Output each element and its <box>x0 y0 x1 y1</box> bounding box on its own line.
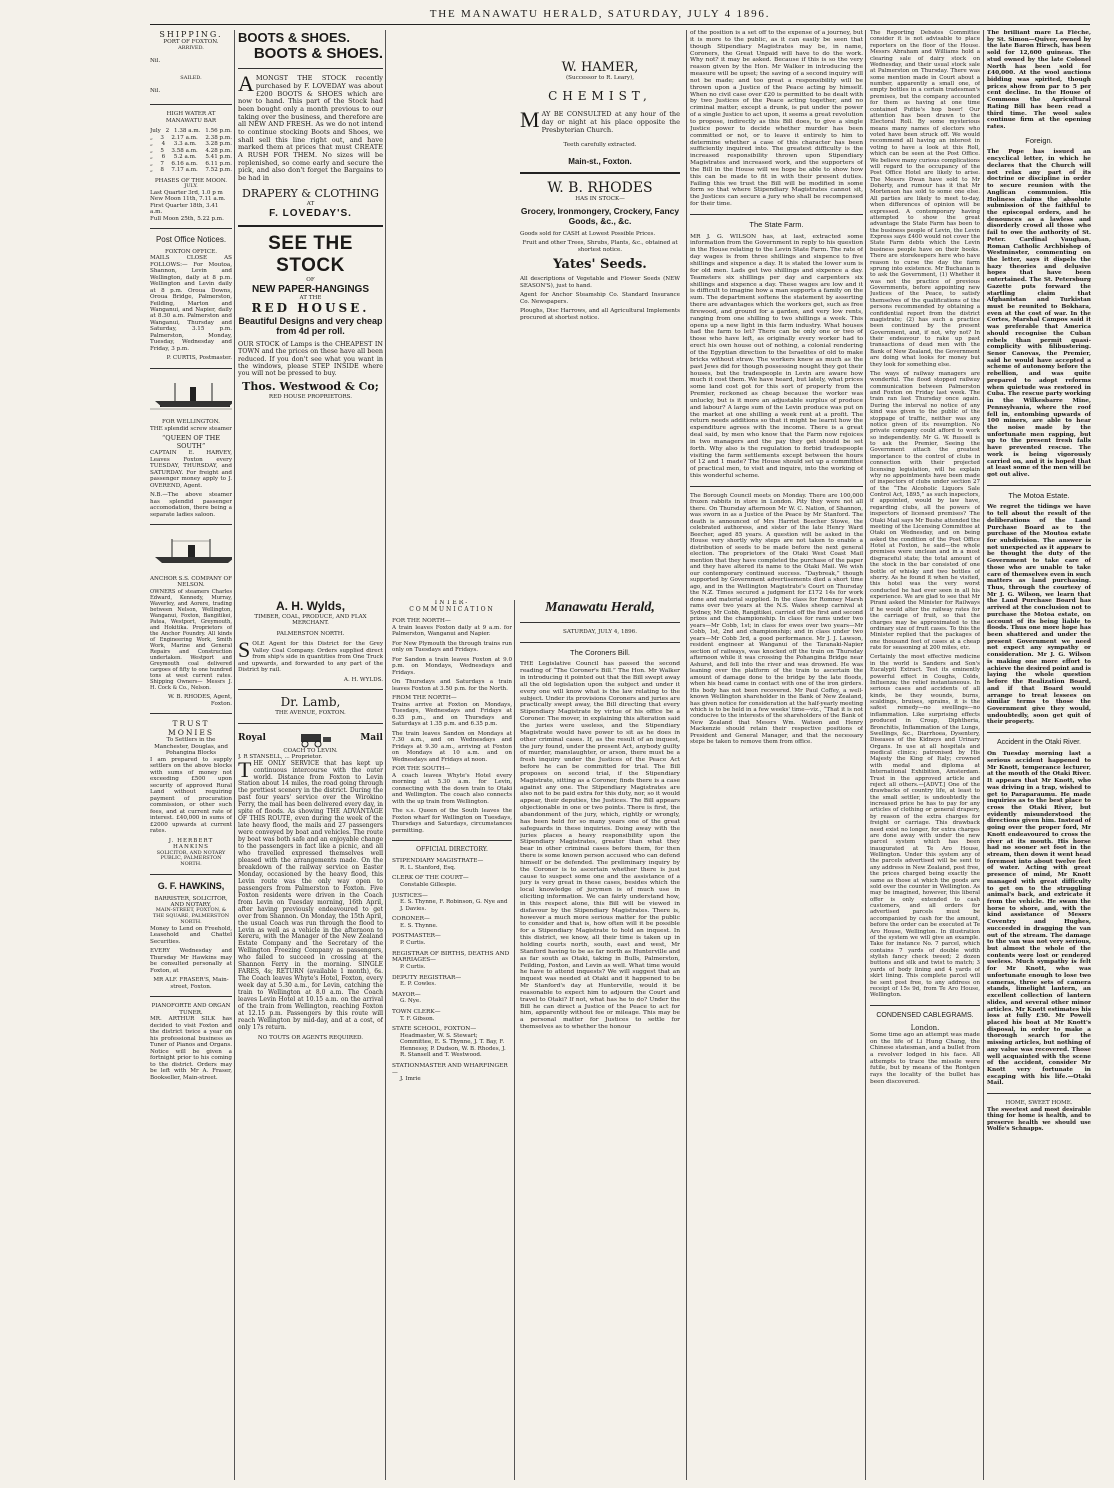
tide-cell: 3.3 a.m. <box>173 141 197 148</box>
motoa-title: The Motoa Estate. <box>1008 490 1070 500</box>
moon-list <box>150 190 232 222</box>
piano-title: PIANOFORTE AND ORGAN TUNER. <box>151 1003 231 1016</box>
wylds-name: A. H. Wylds, <box>275 600 346 613</box>
hamer-text: MAY BE CONSULTED at any hour of the day or night at his place opposite the Presbyterian Church. <box>520 107 680 134</box>
coach-proprietor: J. R STANSELL, ... Proprietor. <box>238 754 323 761</box>
tide-cell: 2 <box>165 128 170 135</box>
lamb-addr: THE AVENUE, FOXTON. <box>275 710 346 717</box>
tide-cell: 7.52 p.m. <box>205 167 232 174</box>
fraser-addr: MR ALF. FRASER'S, Main-street, Foxton. <box>153 977 229 990</box>
directory-office: TOWN CLERK— <box>392 1008 441 1015</box>
masthead-rule <box>150 24 1090 25</box>
arrived-nil: Nil. <box>150 57 161 64</box>
yates-text: All descriptions of Vegetable and Flower Seeds (NEW SEASON'S), just to hand. <box>520 276 680 289</box>
tide-cell: „ <box>150 147 153 154</box>
south-2: The s.s. Queen of the South leaves the Foxton wharf for Wellington on Tuesdays, Thursdays and Saturdays, circumstances permitting. <box>392 808 512 834</box>
column-rule <box>385 30 386 1480</box>
directory-office: JUSTICES— <box>392 892 428 899</box>
hamer-name: W. HAMER, <box>561 60 639 75</box>
tide-cell: 1.56 p.m. <box>205 128 232 135</box>
touts-text: NO TOUTS OR AGENTS REQUIRED. <box>257 1034 364 1041</box>
royal-mail-row <box>238 730 383 748</box>
loveday-name: F. LOVEDAY'S. <box>269 207 352 219</box>
hawkins-addr: MAIN-STREET, FOXTON, & THE SQUARE, PALMERSTON NORTH. <box>152 907 230 926</box>
news-items-1: The Reporting Debates Committee consider it is not advisable to place reporters on the floor of the House. Messrs Abraham and Williams hold a clearing sale of dairy stock on Wednesday, and their usual stock sale at Palmerston on Thursday. There was some mention made in Court about a number, apparently a small one, of empty bottles in a certain tradesman's premises, but the company accounted for them as having at one time contained Puttie's hop beer! Our attention has been drawn to the Electoral Roll. By some mysterious means many names of electors who voted have been struck off. We would recommend all having an interest in voting to have a look at this Roll, which can be seen at the Post Office. We believe many curious complications will regard to the occupancy of the Post Office Hotel are likely to arise. The Messrs Dwan have sold to Mr Doherty, and rumour has it that Mr Mortenson has sold to some one else. All parties are likely to meet to-day, when differences of opinion will be expressed. A contemporary having attempted to show the great advantage the State Farm has been to the business people of Levin, the Levin Express says £400 would not cover the State Farm debts which the Levin business people have on their books. There are storekeepers here who have reason to curse the day the farm sprung into existence. Mr Buchanan is to ask the Government, (1) Whether it was not the practice of previous Governments, before appointing new Justices of the Peace, to satisfy themselves of the qualifications of the persons recommended by obtaining a confidential report from the district magistrate; (2) has such a practice been continued by the present Government, and, if not, why not? In their endeavour to rake up past transactions of dead men with the Bank of New Zealand, the Government are doing what looks for money but they look for something else. <box>870 30 980 368</box>
see-of: OF <box>306 277 315 284</box>
moon-month: JULY. <box>184 183 198 190</box>
lamb-name: Dr. Lamb, <box>280 695 341 710</box>
westwood-sub: RED HOUSE PROPRIETORS. <box>268 393 353 400</box>
hankins-name: J. HERBERT HANKINS <box>168 837 214 851</box>
hamer-sub: (Successor to R. Leary), <box>565 75 635 82</box>
london-title: London. <box>910 1023 940 1032</box>
sailed-nil: Nil. <box>150 87 161 94</box>
tide-cell: 2.17 a.m. <box>171 134 198 141</box>
anchor-text: OWNERS of steamers Charles Edward, Kennedy, Murray, Waverley, and Aorere, trading between Nelson, Wellington, Wanganui, Foxton, Bangitikei, Patea, Westport, Greymouth, and Hokitika. Proprietors of the Anchor Foundry. All kinds of Engineering Work, Smith Work, Marine and General Repairs and Construction undertaken. Westport and Greymouth coal delivered cargoes of fifty to one hundred tons at west current rates. Shipping Owners— Messrs J. H. Cock & Co., Nelson. <box>150 588 232 692</box>
from-north: FROM THE NORTH— <box>392 694 457 701</box>
anchor-title: ANCHOR S.S. COMPANY OF NELSON. <box>150 575 232 589</box>
piano-text: MR. ARTHUR SILK has decided to visit Foxton and the district twice a year on his professional business as Tuner of Pianos and Organs. Notice will be given a fortnight prior to his coming to the district. Orders may be left with Mr A. Fraser, Bookseller, Main-street. <box>150 1016 232 1081</box>
anchor-sign: W. B. RHODES, Agent, Foxton. <box>168 694 232 707</box>
wellington-title: FOR WELLINGTON. <box>162 419 220 426</box>
wellington-intro: THE splendid screw steamer <box>150 425 232 432</box>
wylds-sign: A. H. WYLDS. <box>343 676 383 683</box>
foreign-title: Foreign. <box>1025 135 1053 145</box>
tide-cell: 7 <box>160 160 164 167</box>
directory-office: REGISTRAR OF BIRTHS, DEATHS AND MARRIAGES— <box>392 950 510 964</box>
royal-label: Royal <box>238 733 266 744</box>
tide-cell: „ <box>150 134 153 141</box>
state-farm-title: The State Farm. <box>749 219 804 229</box>
directory-title: OFFICIAL DIRECTORY. <box>416 846 488 854</box>
trust-text: I am prepared to supply settlers on the above blocks with sums of money not exceeding £500 upon security of approved Rural Land without requiring payment of procuration commission, or other such fees, and at current rate of interest. £40,000 in sums of £2000 upwards at current rates. <box>150 756 232 835</box>
wylds-sub: TIMBER, COAL, PRODUCE, AND FLAX MERCHANT. <box>254 613 367 627</box>
post-office-sub: FOXTON OFFICE. <box>164 248 218 255</box>
local-news: The Borough Council meets on Monday. There are 100,000 frozen rabbits in store in London. Pity they were not all there. On Thursday afternoon Mr W. C. Nation, of Shannon, was sworn in as a Justice of the Peace by Mr Stanford. The death is announced of Mrs Harriet Beecher Stowe, the celebrated authoress, and sister of the late Henry Ward Beecher, aged 85 years. A question will be asked in the House very shortly why steps are not taken to enable a distribution of seeds to be made before the next general election. The proprietors of the Otaki West Coast Mail mention that they have completed the purchase of the paper and they have altered its name to the Otaki Mail. We wish our contemporary continued success. “Daybreak,” though supported by Government advertisements died a short time ago, and in the Wellington Magistrate's Court on Thursday the N.Z. Times secured a judgment for £172 14s for work done and material supplied. In the class for Romney Marsh rams over two years at the N.S. Wales sheep carnival at Sydney, Mr Cobb, Rangitikei, carried off the first and second prizes and the championship. In class for rams under two years—Mr Cobb, 1st; in class for ewes over two years—Mr Cobb, 1st, 2nd and championship; and in class under two years—Mr Cobb 3rd, a good performance. Mr J. J. Lawson, resident engineer at Wanganui of the Taranaki-Napier section of railways, was knocked off the train on Thursday afternoon while it was crossing the Pohangina Bridge near Ashurst, and fell into the river and was drowned. He was leaning over the platform of the train to ascertain the amount of damage done to the bridge by the late floods, when his head came in contact with one of the iron girders. His body has not been recovered. Mr Paul Coffey, a well-known Wellington shareholder in the Bank of New Zealand, has given notice for consideration at the half-yearly meeting which is to be held in a few weeks' time—viz., “That it is not conducive to the interests of the shareholders of the Bank of New Zealand that Messrs Wm. Watson and Henry Mackenzie should retain their respective positions of President and General Manager, and that the necessary steps be taken to remove them from office. <box>690 493 863 746</box>
arrived-label: ARRIVED. <box>178 44 204 51</box>
coroners-text: THE Legislative Council has passed the second reading of “The Coroner's Bill.” The Hon. Mr Walker in introducing it pointed out that the Bill swept away all the old legislation upon the subject and under it every one will know what is the law relating to the subject. Under its provisions Coroners and juries are practically swept away, the Bill directing that every Stipendiary Magistrate by virtue of his office be a Coroner. The mover, in explaining this alteration said the juries were useless, and the Stipendiary Magistrate would have power to sit as he does in other criminal cases. If, as the result of an inquest, the jury found, under the present Act, anybody guilty of murder, manslaughter, or arson, there must be a fresh inquiry under the Justices of the Peace Act before he can be committed for trial. The Bill proposes on second trial, if the Stipendiary Magistrate, sitting as a Coroner, finds there is a case against any one. The Stipendiary Magistrates are also not to be paid extra for this duty, nor, so it would appear, their deputies, the Justices. The Bill appears objectionable in one or two points. There is first, the abandonment of the jury, which, rightly or wrongly, has been held for so many years one of the great safeguards in these inquiries. Doing away with the juries places a heavy responsibility upon the Stipendiary Magistrates, greater than what they bear in other criminal cases before them, for then there is some known person accused who can defend himself or be defended. The preliminary inquiry by the Coroner is to ascertain whether there is just cause to suspect some one and the assistance of a jury is very great in these cases, besides which the local knowledge of jurymen is of much use in eliciting information. We can fairly understand how, in this respect alone, this Bill will be viewed in disfavour by the Stipendiary Magistrates. There is, however a much more serious matter for the public to consider and that is, how often will it be possible for a Stipendiary Magistrate to hold an inquest. In this district, we know, all their time is taken up in holding courts north, south, east and west, Mr Stanford having to be as far north as Hunterville and as far south as Otaki, taking in Bulls, Palmerston, Feilding, Foxton, and Levin as well. What time would he have to attend inquests? We will suggest that an inquest was needed at Otaki and it happened to be Mr Stanford's day at Hunterville, would it be reasonable to expect him to adjourn the Court and travel to Otaki? If not, what has he to do? Under the Bill he can direct a Justice of the Peace to act for him, apparently without fee or mileage. This may be a personal matter for Justices to settle for themselves as to whether the honour <box>520 661 680 1031</box>
boots-ad <box>238 30 383 590</box>
post-office-title: Post Office Notices. <box>155 235 227 245</box>
drapery-at: AT <box>306 201 315 208</box>
tide-cell: „ <box>150 154 153 161</box>
column-shipping <box>150 30 232 1480</box>
coach-icon <box>293 730 333 748</box>
directory-office: STATIONMASTER AND WHARFINGER— <box>392 1062 508 1076</box>
moon-title: PHASES OF THE MOON. <box>154 177 228 184</box>
cable-text: Some time ago an attempt was made on the life of Li Hung Chang, the Chinese statesman, and a bullet from a revolver lodged in his face. All attempts to trace the missile were futile, but by means of the Rontgen rays the locality of the bullet has been discovered. <box>870 1031 980 1085</box>
home-title: HOME, SWEET HOME. <box>1005 1100 1073 1107</box>
rhodes-ploughs: Ploughs, Disc Harrows, and all Agricultural Implements procured at shortest notice. <box>520 308 680 321</box>
anchor-ship-icon <box>150 537 232 567</box>
inter-communication <box>392 600 512 1480</box>
otaki-text: On Tuesday morning last a serious accident happened to Mr Knott, temperance lecturer, at the mouth of the Otaki River. It appears that Mr Knott, who was driving in a trap, wished to get to Paraparaumu. He made inquiries as to the best place to cross the Otaki River, but evidently misunderstood the directions given him. Instead of going over the proper ford, Mr Knott endeavoured to cross the river at its mouth. His horse had no sooner set foot in the stream, then down it went head foremost into about twelve feet of water. Acting with great presence of mind, Mr Knott managed with great difficulty to get on to the struggling animal's back, and extricate it from the vehicle. He swam the horse to shore, and, with the kind assistance of Messrs Coventry and Hughes, succeeded in dragging the van out of the stream. The damage to the van was not very serious, but almost the whole of the contents were lost or rendered useless. Much sympathy is felt for Mr Knott, who was unfortunate enough to lose two cameras, three sets of camera stands, limelight lantern, an excellent collection of lantern slides, and several other minor articles. Mr Knott estimates his loss at fully £30. Mr Powell placed his boat at Mr Knott's disposal, in order to make a thorough search for the missing articles, but nothing of any value was recovered. Those well acquainted with the scene of the accident, consider Mr Knott very fortunate in escaping with his life.—Otaki Mail. <box>987 751 1091 1087</box>
directory-office: MAYOR— <box>392 991 421 998</box>
tide-cell: 8 <box>160 167 164 174</box>
coroners-cont: of the position is a set off to the expense of a journey, but it is more to the public, as it can easily be seen that though Stipendiary Magistrates may be, in name, Coroners, the Great Unpaid will have to do the work. Why not? it may be asked. Because if this is so the very reason given by the Hon. Mr Walker in introducing the measure will be upset; the saving of a second inquiry will not be made; and too great a responsibility will be thrown upon a Justice of the Peace acting by himself. When no civil case over £20 is permitted to be dealt with by two Justices of the Peace acting together, and no criminal matter, except a drunk, is put under the power of a single Justice to act upon, it seems a great revolution to propose, indirectly as this Bill does, to give a single Justice power to decide whether murder has been committed or not, or to leave it entirely to him to determine whether a case of this character has been sufficiently inquired into. The greatest difficulty is the increased responsibility thrown upon Stipendiary Magistrates and increased work, and the supporters of the Bill in the House will we hope be able to show how this can be made to fit in with their present duties. Failing this we trust the Bill will be modified in some form so that where Stipendiary Magistrates cannot sit, the Justices can secure a jury who shall be recompensed for their time. <box>690 30 863 208</box>
high-water-title: HIGH WATER AT MANAWATU BAR <box>165 111 217 124</box>
coroners-title: The Coroners Bill. <box>569 647 631 657</box>
herald-nameplate: Manawatu Herald, <box>545 600 655 615</box>
tide-cell: „ <box>150 160 153 167</box>
tide-cell: 3.28 p.m. <box>205 141 232 148</box>
moon-phase: Last Quarter 3rd, 1.0 p m <box>150 189 223 196</box>
hamer-teeth: Teeth carefully extracted. <box>563 142 637 149</box>
directory-office: POSTMASTER— <box>392 933 441 940</box>
column-rule <box>865 30 866 1480</box>
tide-cell: „ <box>150 141 153 148</box>
south-1: A coach leaves Whyte's Hotel every morning at 5.30 a.m. for Levin, connecting with the down train to Otaki and Wellington. The coach also connects with the up train from Wellington. <box>392 772 512 805</box>
directory-holder: G. Nye. <box>400 998 421 1005</box>
directory-holder: Headmaster, W. S. Stewart; Committee, E. S. Thynne, J. T. Bay, F. Hennessy, P. Dudson, W. B. Rhodes, J. R. Stansell and T. Westwood. <box>400 1032 506 1059</box>
column-news-2 <box>870 30 980 1480</box>
hamer-rhodes-ads <box>520 30 680 590</box>
directory-office: STIPENDIARY MAGISTRATE— <box>392 858 484 865</box>
sailed-label: SAILED. <box>180 75 202 82</box>
coach-text: THE ONLY SERVICE that has kept up continuous intercourse with the outer world. Distance from Foxton to Levin Station about 14 miles, the road going through the prettiest scenery in the district. During the past four years' service over the Wirokino Ferry, the mail has been delivered every day, in spite of floods. As showing THE ADVANTAGE OF THIS ROUTE, even during the week of the late heavy flood, the mails and 27 passengers were conveyed by boat and vehicles. The route by boat was both safe and an enjoyable change to the passengers in fact like a picnic, and all who travelled expressed themselves well pleased with the arrangements made. On the breakdown of the railway service on Easter Monday, occasioned by the heavy flood, this Levin route was the only way open to passengers from Palmerston to Foxton. Five Foxton residents were driven in the Coach from Levin on Tuesday morning, 16th April, after having previously endeavoured to get over from Shannon. On Monday, the 15th April, the usual Coach was run through the flood to Levin as well as a vehicle in the afternoon to Kereru, with the Manager of the New Zealand Estate Company and the Secretary of the Wellington Freezing Company as passengers, who failed to succeed in crossing at the Shannon Ferry in the morning. SINGLE FARES, 4s; RETURN (available 1 month), 6s. The Coach leaves Whyte's Hotel, Foxton, every week day at 5.30 a.m., for Levin, catching the train to Wellington at 8.0 a.m. The Coach leaves Levin Hotel at 10.15 a.m. on the arrival of the train from Wellington, reaching Foxton at 12.15 p.m. Passengers by this route will reach Wellington by mid-day, and at a cost, of only 17s return. <box>238 756 383 1031</box>
directory-holder: E. P. Cowles. <box>400 981 437 988</box>
wellington-nb: N.B.—The above steamer has splendid passenger accomodation, there being a separate ladies saloon. <box>150 492 232 518</box>
directory-holder: P. Curtis. <box>400 940 426 947</box>
wylds-column <box>238 600 383 1480</box>
paperhangings-heading: NEW PAPER-HANGINGS <box>251 283 370 295</box>
north-3: For Sandon a train leaves Foxton at 9.0 p.m. on Mondays, Wednesdays and Fridays. <box>392 656 512 676</box>
wellington-text: CAPTAIN E. HARVEY, Leaves Foxton every TUESDAY, THURSDAY, and SATURDAY. For freight and passenger money apply to J. OVEREND, Agent. <box>150 450 232 489</box>
directory-holder: Constable Gillespie. <box>400 882 457 889</box>
tide-cell: July <box>150 128 161 135</box>
tide-cell: 6.11 p.m. <box>205 160 232 167</box>
tide-cell: 5 <box>160 147 164 154</box>
official-directory <box>392 858 512 1083</box>
from-north-2: The train leaves Sandon on Mondays at 7.30 a.m., and on Wednesdays and Fridays at 9.30 a.m., arriving at Foxton on Mondays at 10 a.m. and on Wednesdays and Fridays at noon. <box>392 730 512 763</box>
coach-title: COACH TO LEVIN. <box>283 747 338 754</box>
boots-text: AMONGST THE STOCK recently purchased by F. LOVEDAY was about £200 BOOTS & SHOES which are now to hand. This part of the Stock had been bought only a month previous to our taking over the business, and therefore are all NEW AND FRESH. As we do not intend to continue stocking Boots and Shoes, we shall sell this line right out, and have marked them at prices that must CREATE A RUSH FOR THEM. No sizes will be replenished, so come early and secure the pick, and also don't forget the Bargains to be had in <box>238 71 383 182</box>
column-news-1 <box>690 30 863 1480</box>
wylds-place: PALMERSTON NORTH. <box>276 630 345 637</box>
state-farm-text: MR J. G. WILSON has, at last, extracted some information from the Government in reply to his question in the House relating to the Levin State Farm. The rate of day wages is from three shillings and sixpence to five shillings and sixpence a day. It is stated the lower sum is for old men. Lads get two shillings and sixpence a day. Teamsters six shillings per day and carpenters six shillings and sixpence a day. These wages are low and it is difficult to imagine how a man supports a family on the sum. The department softens the statement by asserting there are advantages which the workers get, such as free firewood, and ground for a garden, and very low rents, ranging from one shilling to two shillings a week. This opens up a new light in this farm industry. What houses had the farm to let? There can be only one or two of those who have left, as originally every worker had to erect his own house out of nothing, a colonial rendering of the Egyptian direction to the Israelites of old to make bricks without straw. The workers knew as much as the past Jews did for though possessing nought they got their houses, but the tradespeople in Levin are aware how much it cost them. We have heard, but lately, what prices some land cost got for this sort of property from the Premier, reckoned as cheap because the worker was unlucky, but is it more an adjustable surplus of produce and labour? A large sum of the Levin produce was put on the market at one shilling a week rent at a profit. The return needs additions so that it might be learnt how the expenditure agrees with the income. There is a great deal said, by men who know that the Farm now rejoices in two managers and the pay they get should be set forth. Why also is the regulation to forbid tradespeople visiting the farm settlements except between the hours of 12 and 1 made? The House should set up a committee of practical men, to visit and inquire, into the working of this wonderful scheme. <box>690 233 863 480</box>
steamer-icon <box>150 381 232 411</box>
directory-office: STATE SCHOOL, FOXTON— <box>392 1026 477 1033</box>
directory-office: DEPUTY REGISTRAR— <box>392 974 462 981</box>
directory-holder: E. S. Thynne. <box>400 922 438 929</box>
moon-phase: New Moon 11th, 7.11 a.m. <box>150 196 226 203</box>
tide-cell: 1.38 a.m. <box>174 128 201 135</box>
tide-cell: 6.16 a.m. <box>171 160 198 167</box>
column-news-3 <box>987 30 1091 1480</box>
directory-holder: T. F. Gibson. <box>400 1015 435 1022</box>
hawkins-sub: BARRISTER, SOLICITOR, AND NOTARY, <box>154 895 228 908</box>
shipping-title: SHIPPING. <box>159 30 223 39</box>
hawkins-text: Money to Lend on Freehold, Leasehold and Chattel Securities. <box>150 925 232 945</box>
directory-office: CORONER— <box>392 916 430 923</box>
trust-sub: To Settlers in the Manchester, Douglas, and Pohangina Blocks <box>154 737 228 757</box>
cable-title: CONDENSED CABLEGRAMS. <box>876 1011 974 1019</box>
directory-holder: E. S. Thynne, F. Robinson, G. Nye and J. Davies. <box>400 899 508 912</box>
hamer-addr: Main-st., Foxton. <box>568 156 632 166</box>
masthead: THE MANAWATU HERALD, SATURDAY, JULY 4 1896. <box>429 8 771 20</box>
north-4: On Thursdays and Saturdays a train leaves Foxton at 3.50 p.m. for the North. <box>392 679 512 692</box>
herald-date: SATURDAY, JULY 4, 1896. <box>563 629 637 636</box>
news-items-3: Certainly the most effective medicine in the world is Sanders and Son's Eucalypti Extract. Test its eminently powerful effect in Coughs, Colds, Influenza; the relief instantaneous. In serious cases and accidents of all kinds, be they wounds, burns, scaldings, bruises, sprains, it is the safest remedy—no swellings—no inflammation. Like surprising effects produced in Croup, Diphtheria, Bronchitis, Inflammation of the Lungs, Swellings, &c., Diarrhoea, Dysentery, Diseases of the Kidneys and Urinary Organs. In use at all hospitals and medical clinics; patronised by His Majesty the King of Italy; crowned with medal and diploma at International Exhibition, Amsterdam. Trust in the approved article and reject all others.—[ADVT.] One of the drawbacks of country life, at least to the small settler, is undoubtedly the increased price he has to pay for any articles of clothing or general drapery, by reason of the extra charges for freight or carriage. This drawback need exist no longer, for extra charges are done away with under the new parcel system which has been inaugurated at Te Aro House, Wellington. Under this system any of the parcels advertised will be sent to any address in New Zealand, post free, the prices charged being exactly the same as those at which the goods are sold over the counter in Wellington. As may be imagined, however, this liberal offer is only extended to cash customers, and all orders for advertised parcels must be accompanied by cash for the amount, before the order can be executed at Te Aro House, Wellington. In illustration of the system we will give an example. Take for instance No. 7 parcel, which contains 7 yards of double width stylish fancy check tweed; 2 dozen buttons and silk and twist to match; 3 yards of body lining and 4 yards of skirt lining. This complete parcel will be sent post free, to any address on receipt of 15s 9d, from Te Aro House, Wellington. <box>870 654 980 999</box>
westwood-name: Thos. Westwood & Co; <box>242 379 379 393</box>
tide-cell: 6 <box>161 154 166 161</box>
boots-heading-2: BOOTS & SHOES. <box>253 45 383 63</box>
otaki-title: Accident in the Otaki River. <box>996 739 1082 747</box>
column-rule <box>514 600 515 1480</box>
directory-holder: J. Imrie <box>400 1076 421 1083</box>
steamer-name: “QUEEN OF THE SOUTH” <box>161 434 221 450</box>
north-1: A train leaves Foxton daily at 9 a.m. for Palmerston, Wanganui and Napier. <box>392 624 512 638</box>
tide-cell: 3 <box>160 134 164 141</box>
tide-table <box>150 128 232 173</box>
yates-heading: Yates' Seeds. <box>553 257 647 273</box>
directory-holder: R. L. Stanford, Esq. <box>400 864 456 871</box>
for-south: FOR THE SOUTH— <box>392 766 451 773</box>
herald-leader <box>520 600 680 1480</box>
column-rule <box>686 30 687 1480</box>
chemist-heading: CHEMIST, <box>548 88 652 103</box>
inter-title: INTER-COMMUNICATION <box>409 600 495 613</box>
boots-heading-1: BOOTS & SHOES. <box>238 30 350 45</box>
column-rule <box>983 30 984 1480</box>
tide-cell: 7.17 a.m. <box>171 167 198 174</box>
directory-office: CLERK OF THE COURT— <box>392 875 469 882</box>
lamps-text: OUR STOCK of Lamps is the CHEAPEST IN TOWN and the prices on these have all been reduced. If you don't see what you want in the windows, please STEP INSIDE where you will not be pressed to buy. <box>238 339 383 378</box>
moon-phase: Full Moon 25th, 5.22 p.m. <box>150 215 224 222</box>
hawkins-every: EVERY Wednesday and Thursday Mr Hawkins may be consulted personally at Foxton, at <box>150 948 232 974</box>
motoa-text: We regret the tidings we have to tell about the result of the deliberations of the Land Purchase Board as to the purchase of the Moutoa estate for subdivision. The answer is not unexpected as it appears to be thought the duty of the Government to take care of those who are unable to take care of themselves even in such matters as land purchasing. Thus, through the courtesy of Mr J. G. Wilson, we learn that the Land Purchase Board has arrived at the conclusion not to purchase the Motoa estate, on account of its being liable to floods. Thus one more hope has been shattered and under the present Government we need not expect any sympathy or consideration. Mr J. G. Wilson is making one more effort to achieve the desired point and is laying the whole question before the Realization Board, and if that Board would arrange to treat lessees on similar terms to those the Government give they would, undoubtedly, soon get quit of their property. <box>987 504 1091 726</box>
column-rule <box>234 30 235 1480</box>
see-at: AT THE <box>299 295 322 302</box>
rhodes-sub: HAS IN STOCK— <box>575 196 625 203</box>
tide-cell: 4.28 p.m. <box>205 147 232 154</box>
post-office-text: MAILS CLOSE AS FOLLOWS:— For Moutoa, Shannon, Levin and Wellington, daily at 8 p.m. Wellington and Levin daily at 8 p.m. Oroua Downs, Oroua Bridge, Palmerston, Feilding, Marton and Wanganui, and Napier, daily at 8.30 a.m. Palmerston and Wanganui, Thursday and Saturday, 3.15 p.m. Palmerston, Monday, Tuesday, Wednesday and Friday, 3 p.m. <box>150 255 232 352</box>
mail-label: Mail <box>360 733 383 744</box>
wylds-text: SOLE Agent for this District for the Grey Valley Coal Company. Orders supplied direct from ship's side in quantities from One Truck and upwards, and forwarded to any part of the District by rail. <box>238 637 383 674</box>
tide-cell: „ <box>150 167 153 174</box>
rhodes-name: W. B. RHODES <box>547 180 653 197</box>
foreign-text: The Pope has issued an encyclical letter, in which he declares that the Church will not relax any part of its doctrine or discipline in order to secure reunion with the Anglican communion. His Holiness claims the absolute submission of the faithful to the episcopal orders, and he denounces as a lawless and disorderly crowd all those who fail to owe the authority of St. Peter. Cardinal Vaughan, Roman Catholic Archbishop of Westminster, commenting on the letter, says it dispels the hazy theories and delusive hopes that have been entertained. The St. Petersburg Gazette puts forward the startling claim that Afghanistan and Turkistan must be reunited to Bokhara, even at the cost of war. In the Cortes, Marshal Campos said it was preferable that America should recognise the Cuban rebels than permit quasi-complicity with filibustering. Senor Canovas, the Premier, said he would have accepted a scheme of autonomy before the rebellion, and was quite prepared to adopt reforms when quietude was restored in Cuba. The rescue party working in the Wilkesbarre Mine, Pennsylvania, where the roof fell in, entombing upwards of 100 miners, are able to hear the noise made by the unfortunate men rapping, but up to the present fresh falls have prevented rescue. The work is being vigorously carried on, and it is hoped that at least some of the men will be got out alive. <box>987 149 1091 478</box>
north-2: For New Plymouth the through trains run only on Tuesdays and Fridays. <box>392 640 512 654</box>
port-title: PORT OF FOXTON. <box>163 39 219 46</box>
sales-text: The brilliant mare La Flèche, by St. Simon—Quiver, owned by the late Baron Hirsch, has been sold for 12,600 guineas. The stud owned by the late Colonel North has been sold for £40,000. At the wool auctions bidding was spirited, though prices show from par to 5 per cent decline. In the House of Commons the Agricultural Rating Bill has been read a third time. The wool sales continue firm at the opening rates. <box>987 30 1091 131</box>
trust-title: TRUST MONIES <box>168 719 214 737</box>
from-north-1: Trains arrive at Foxton on Mondays, Tuesdays, Wednesdays and Fridays at 6.35 p.m., and on Thursdays and Saturdays at 1.35 p.m. and 6.35 p.m. <box>392 701 512 728</box>
tide-cell: 5.2 a.m. <box>173 154 197 161</box>
tide-cell: 4 <box>161 141 166 148</box>
hankins-sub: SOLICITOR, AND NOTARY PUBLIC, PALMERSTON NORTH. <box>156 849 226 868</box>
rhodes-fruit: Fruit and other Trees, Shrubs, Plants, &c., obtained at shortest notice. <box>522 240 678 253</box>
designs-heading: Beautiful Designs and very cheap from 4d per roll. <box>238 315 383 337</box>
directory-holder: P. Curtis. <box>400 964 426 971</box>
red-house: RED HOUSE. <box>251 300 370 315</box>
post-office-sign: P. CURTIS, Postmaster. <box>166 355 232 362</box>
moon-phase: First Quarter 18th, 3.41 a.m. <box>150 202 219 216</box>
rhodes-agent: Agent for Anchor Steamship Co. Standard Insurance Co. Newspapers. <box>520 292 680 305</box>
news-items-2: The ways of railway managers are wonderful. The flood stopped railway communication between Palmerston and Foxton on Friday last week. The train ran last Thursday once again. During the interval no notice of any kind was given to the public of the stoppage of traffic, neither was any notice given of its resumption. No private company could afford to work so independently. Mr G. W. Russell is to ask the Premier, Seeing the Government attach the greatest importance to the control of clubs in connection with their projected licensing legislation, will he explain why no appointments have been made of inspectors of clubs under section 27 of the “The Alcoholic Liquors Sale Control Act, 1895,” as such inspectors, if appointed, would by law have, regarding clubs, all the powers of inspectors of licensed premises? The Otaki Mail says Mr Bushe attended the meeting of the Licensing Committee at Otaki on Wednesday, and on being asked the condition of the Post Office Hotel at Foxton, he said—the whole premises were unclean and in a most disgraceful state; the total amount of the stock in the bar consisted of one bottle of whisky and two bottles of sherry. As he found it when he visited, this hotel was the very worst conducted he had ever seen in all his experience. We are glad to see that Mr Pirani asked the Minister for Railways if he would alter the railway rates for the carriage of fruit, so that the charges may be approximated to the ordinary size of fruit cases. To this the Minister replied that the packages of one thousand feet of cases at a cheap rate for seasoning at 200 miles, etc. <box>870 370 980 651</box>
rhodes-text: Goods sold for CASH at Lowest Possible Prices. <box>520 230 656 237</box>
tide-row <box>150 167 232 173</box>
rhodes-goods: Grocery, Ironmongery, Crockery, Fancy Goods, &c., &c. <box>520 205 680 226</box>
for-north: FOR THE NORTH— <box>392 617 451 624</box>
see-heading: SEE THE STOCK <box>268 233 353 277</box>
tide-cell: 2.38 p.m. <box>205 134 232 141</box>
tide-cell: 5.41 p.m. <box>205 154 232 161</box>
tide-cell: 3.58 a.m. <box>171 147 198 154</box>
hawkins-name: G. F. HAWKINS, <box>157 881 225 892</box>
home-text: The sweetest and most desirable thing for home is health, and to preserve health we should use Wolfe's Schnapps. <box>987 1106 1091 1133</box>
drapery-heading: DRAPERY & CLOTHING <box>242 187 379 201</box>
